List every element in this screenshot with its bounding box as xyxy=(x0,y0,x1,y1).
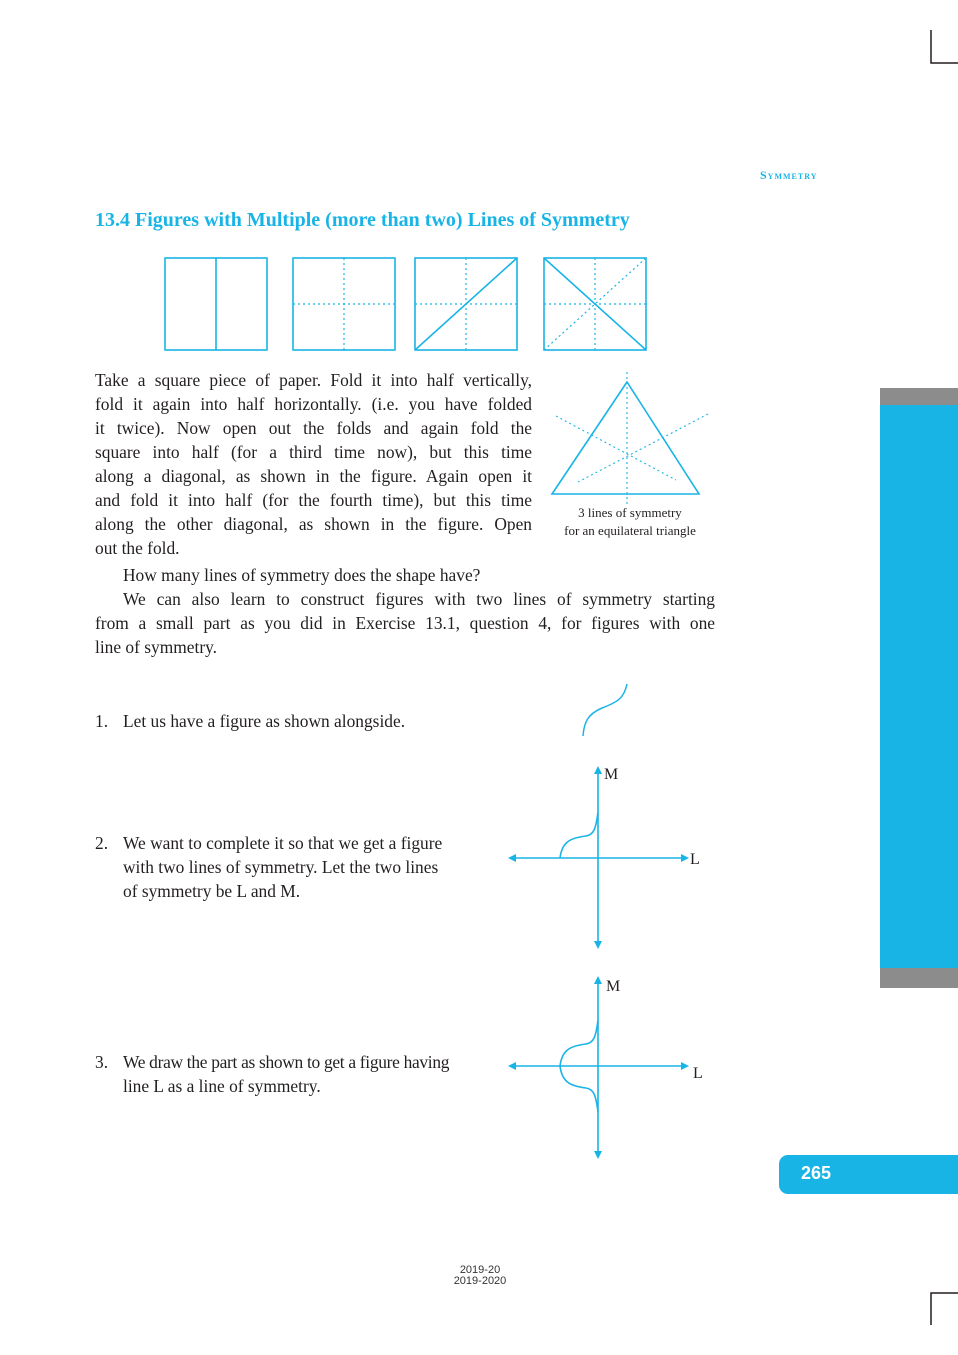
step-text: with two lines of symmetry. Let the two lines xyxy=(123,857,439,877)
step-number: 1. xyxy=(95,711,109,731)
step-2 xyxy=(95,831,515,903)
axis-label-m: M xyxy=(604,766,619,783)
axes-figure-step-2 xyxy=(500,760,715,955)
footer-year xyxy=(430,1265,530,1287)
triangle-caption xyxy=(540,504,720,540)
chapter-side-bar xyxy=(880,388,958,988)
text-line: along a diagonal, as shown in the figure. Again open it xyxy=(95,466,532,486)
text-line: We can also learn to construct figures with two lines of symmetry starting xyxy=(123,589,715,609)
axis-label-m: M xyxy=(606,978,621,995)
text-line: line of symmetry. xyxy=(95,637,218,657)
crop-mark-bottom-right xyxy=(920,1285,958,1325)
text-line: it twice). Now open out the folds and again fold the xyxy=(95,418,532,438)
step-text: We want to complete it so that we get a figure xyxy=(123,833,443,853)
paragraph-construct xyxy=(95,587,715,659)
text-line: fold it again into half horizontally. (i.e. you have folded xyxy=(95,394,532,414)
axis-label-l: L xyxy=(693,1065,703,1082)
axes-figure-step-3 xyxy=(500,970,715,1165)
text-line: along the other diagonal, as shown in the figure. Open xyxy=(95,514,532,534)
text-line: How many lines of symmetry does the shape have? xyxy=(123,565,481,585)
text-line: Take a square piece of paper. Fold it into half vertically, xyxy=(95,370,532,390)
step-text: of symmetry be L and M. xyxy=(123,881,301,901)
square-folding-figures xyxy=(160,255,655,355)
text-line: and fold it into half (for the fourth time), but this time xyxy=(95,490,532,510)
step-1 xyxy=(95,709,515,733)
text-line: from a small part as you did in Exercise 13.1, question 4, for figures with one xyxy=(95,613,715,633)
caption-line: for an equilateral triangle xyxy=(564,523,696,538)
running-header: Symmetry xyxy=(760,168,818,182)
footer-line: 2019-2020 xyxy=(453,1275,507,1287)
text-line: square into half (for a third time now), but this time xyxy=(95,442,532,462)
step-text: We draw the part as shown to get a figure having xyxy=(123,1052,450,1072)
caption-line: 3 lines of symmetry xyxy=(578,505,682,520)
step-3 xyxy=(95,1050,515,1098)
page-number: 265 xyxy=(801,1163,832,1183)
crop-mark-top-right xyxy=(920,30,958,70)
axis-label-l: L xyxy=(690,851,700,868)
step-text: Let us have a figure as shown alongside. xyxy=(123,711,406,731)
page-number-tab xyxy=(779,1155,958,1194)
step-text: line L as a line of symmetry. xyxy=(123,1076,321,1096)
step-number: 3. xyxy=(95,1052,109,1072)
step-number: 2. xyxy=(95,833,109,853)
section-title: 13.4 Figures with Multiple (more than two) Lines of Symmetry xyxy=(95,209,630,231)
footer-line: 2019-20 xyxy=(459,1264,501,1276)
curve-part-figure xyxy=(578,680,638,740)
text-line: out the fold. xyxy=(95,538,180,558)
paragraph-folding-instructions xyxy=(95,368,532,560)
equilateral-triangle-figure xyxy=(548,370,713,510)
paragraph-question xyxy=(123,563,723,587)
